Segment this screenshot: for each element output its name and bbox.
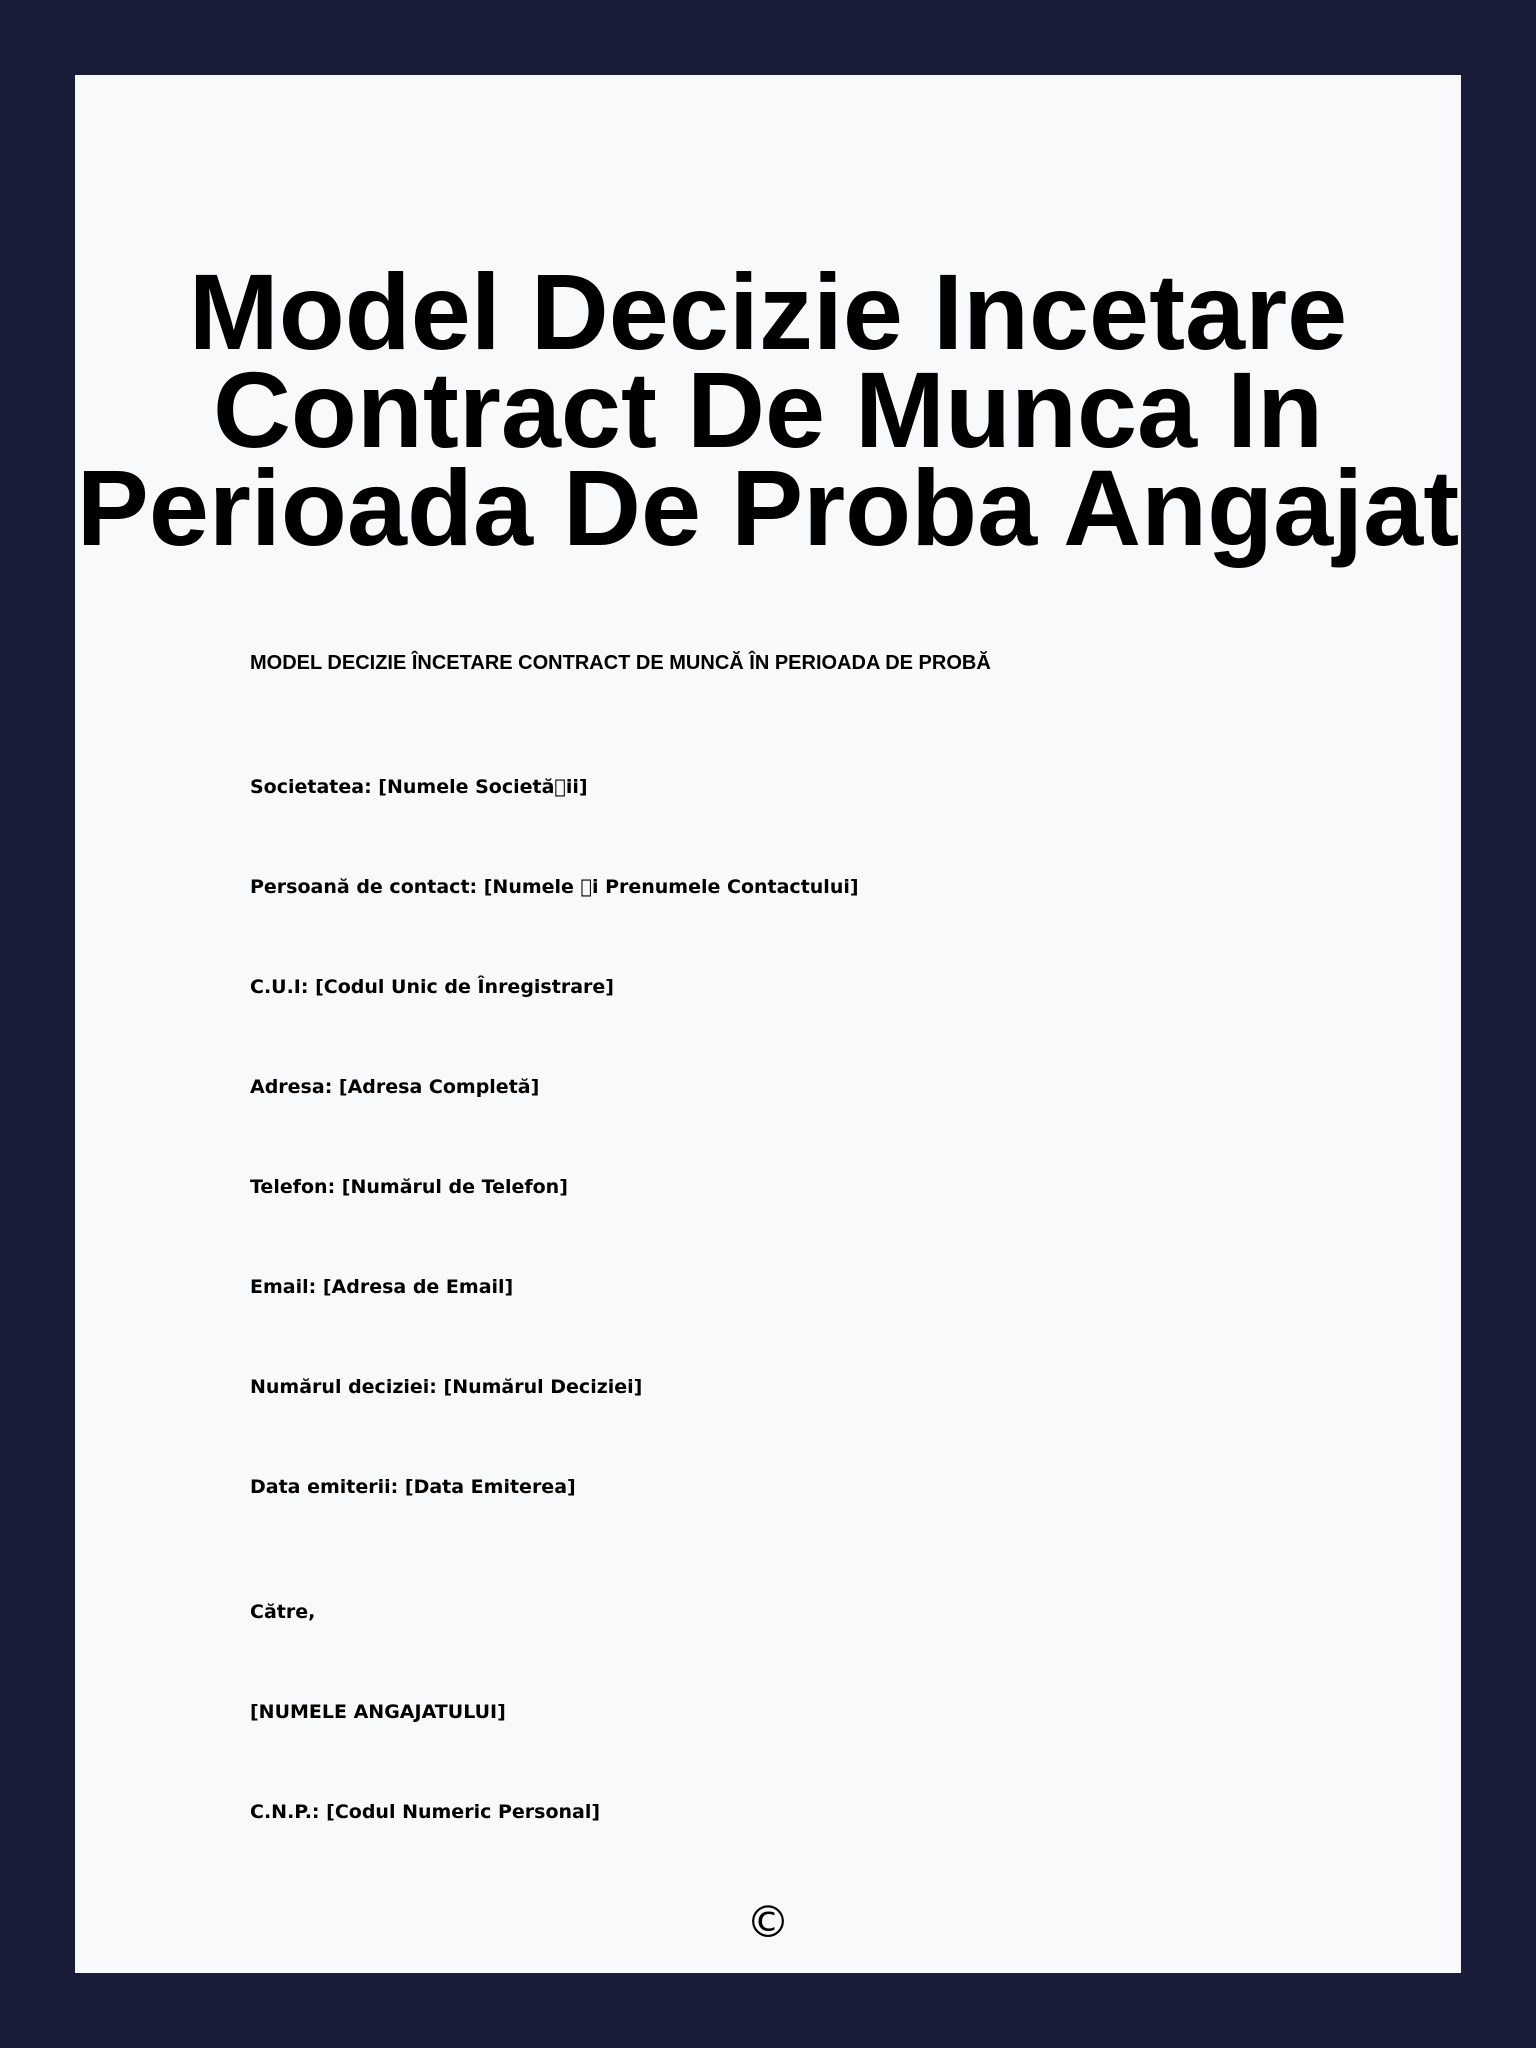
field-address: Adresa: [Adresa Completă] xyxy=(250,1076,540,1098)
field-company: Societatea: [Numele Societă ii] xyxy=(250,776,588,798)
field-email: Email: [Adresa de Email] xyxy=(250,1276,514,1298)
copyright-icon: © xyxy=(746,1897,790,1948)
field-cui: C.U.I: [Codul Unic de Înregistrare] xyxy=(250,976,614,998)
field-phone: Telefon: [Numărul de Telefon] xyxy=(250,1176,568,1198)
recipient-cnp: C.N.P.: [Codul Numeric Personal] xyxy=(250,1801,601,1823)
document-page xyxy=(75,75,1461,1973)
document-heading: MODEL DECIZIE ÎNCETARE CONTRACT DE MUNCĂ ÎN PERIOADA DE PROBĂ xyxy=(250,652,991,674)
page-title: Model Decizie Incetare Contract De Munca In Perioada De Proba Angajat xyxy=(76,251,1460,568)
field-contact-person: Persoană de contact: [Numele  i Prenumele Contactului] xyxy=(250,876,859,898)
recipient-name: [NUMELE ANGAJATULUI] xyxy=(250,1701,506,1723)
field-issue-date: Data emiterii: [Data Emiterea] xyxy=(250,1476,576,1498)
recipient-salutation: Către, xyxy=(250,1601,316,1623)
field-decision-number: Numărul deciziei: [Numărul Deciziei] xyxy=(250,1376,643,1398)
